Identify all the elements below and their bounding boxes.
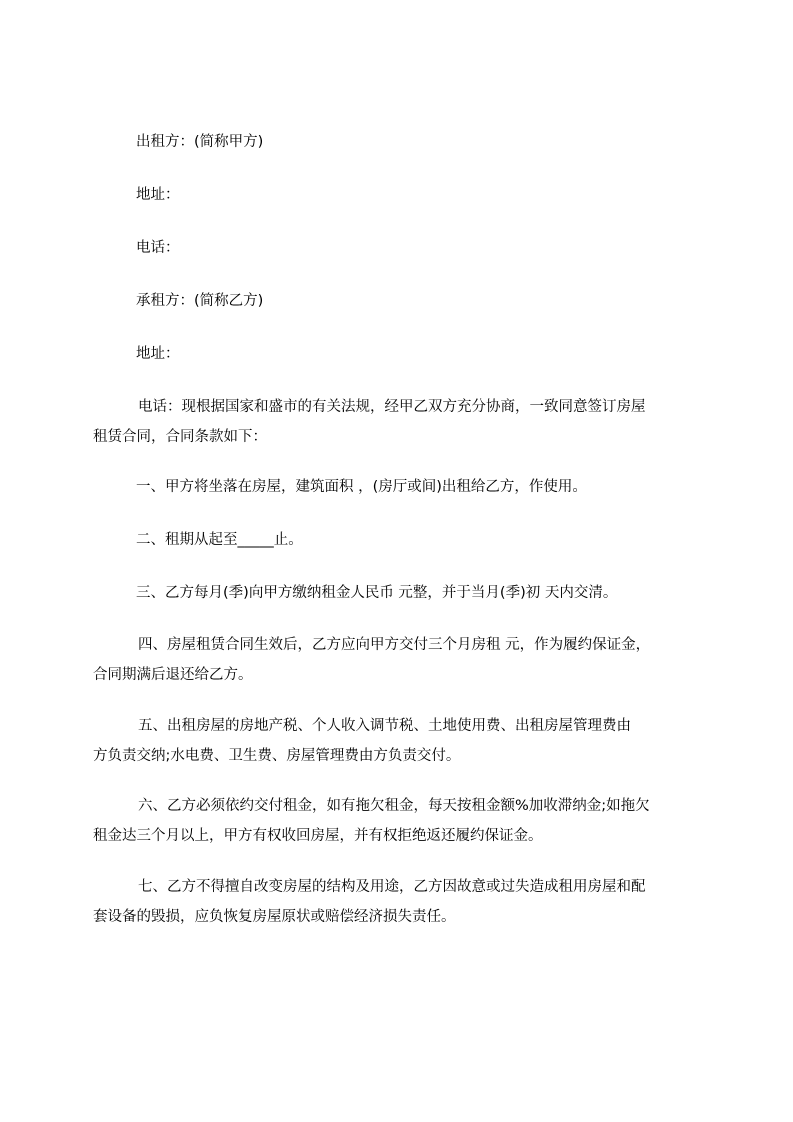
- intro-paragraph: [93, 392, 673, 452]
- clause-4-line-1: 四、房屋租赁合同生效后，乙方应向甲方交付三个月房租 元，作为履约保证金，: [138, 637, 651, 653]
- lessee-address-line: 地址：: [136, 346, 180, 362]
- clause-5: [93, 711, 673, 771]
- lessee-line: 承租方：(简称乙方): [136, 293, 264, 309]
- clause-6-line-1: 六、乙方必须依约交付租金，如有拖欠租金，每天按租金额%加收滞纳金;如拖欠: [138, 798, 650, 814]
- clause-6-line-2: 租金达三个月以上，甲方有权收回房屋，并有权拒绝返还履约保证金。: [93, 828, 543, 844]
- clause-7: [93, 872, 673, 932]
- clause-5-line-2: 方负责交纳;水电费、卫生费、房屋管理费由方负责交付。: [93, 748, 461, 764]
- clause-7-line-1: 七、乙方不得擅自改变房屋的结构及用途，乙方因故意或过失造成租用房屋和配: [138, 879, 646, 895]
- intro-line-2: 租赁合同，合同条款如下：: [93, 429, 267, 445]
- clause-4: [93, 630, 673, 690]
- intro-line-1: 电话：现根据国家和盛市的有关法规，经甲乙双方充分协商，一致同意签订房屋: [138, 399, 646, 415]
- clause-6: [93, 791, 673, 851]
- clause-4-line-2: 合同期满后退还给乙方。: [93, 667, 253, 683]
- clause-7-line-2: 套设备的毁损，应负恢复房屋原状或赔偿经济损失责任。: [93, 909, 456, 925]
- clause-2: 二、租期从起至_____止。: [136, 532, 303, 548]
- lessor-address-line: 地址：: [136, 187, 180, 203]
- clause-3: 三、乙方每月(季)向甲方缴纳租金人民币 元整，并于当月(季)初 天内交清。: [136, 585, 618, 601]
- clause-5-line-1: 五、出租房屋的房地产税、个人收入调节税、土地使用费、出租房屋管理费由: [138, 718, 631, 734]
- clause-1: 一、甲方将坐落在房屋，建筑面积 ，(房厅或间)出租给乙方，作使用。: [136, 479, 587, 495]
- lessor-line: 出租方：(简称甲方): [136, 134, 264, 150]
- lessor-phone-line: 电话：: [136, 240, 180, 256]
